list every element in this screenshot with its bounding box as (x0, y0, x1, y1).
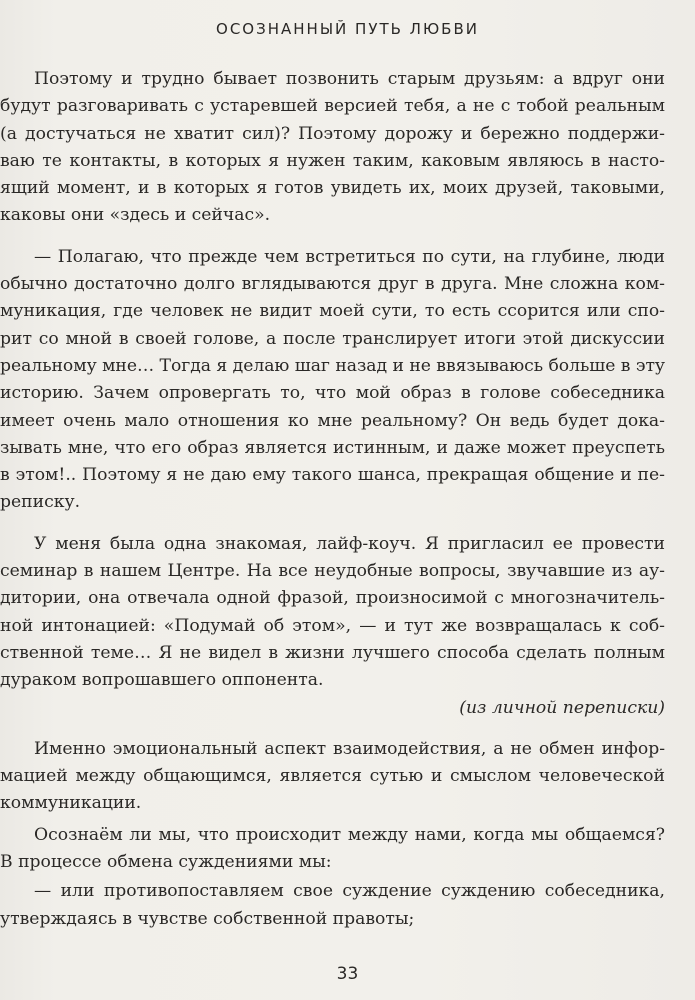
text-line: В процессе обмена суждениями мы: (0, 852, 332, 873)
text-line: Именно эмоциональный аспект взаимодействия, а не обмен инфор- (34, 738, 665, 759)
text-line: — или противопоставляем свое суждение суждению собеседника, (34, 881, 665, 902)
text-line: ственной теме… Я не видел в жизни лучшего способа сделать полным (0, 642, 665, 663)
text-line: ной интонацией: «Подумай об этом», — и тут же возвращалась к соб- (0, 615, 665, 636)
text-line: каковы они «здесь и сейчас». (0, 205, 271, 226)
text-line: утверждаясь в чувстве собственной правоты; (0, 908, 415, 929)
text-line: обычно достаточно долго вглядываются друг в друга. Мне сложна ком- (0, 274, 665, 295)
text-line: Поэтому и трудно бывает позвонить старым друзьям: а вдруг они (34, 69, 665, 89)
text-line: (а достучаться не хватит сил)? Поэтому дорожу и бережно поддержи- (0, 123, 665, 144)
body-text (0, 66, 665, 933)
text-line: — Полагаю, что прежде чем встретиться по сути, на глубине, люди (34, 246, 665, 267)
text-line: реальному мне… Тогда я делаю шаг назад и не ввязываюсь больше в эту (0, 355, 665, 376)
paragraph-1 (0, 66, 665, 230)
text-line: дитории, она отвечала одной фразой, произносимой с многозначитель- (0, 588, 665, 609)
text-line: ящий момент, и в которых я готов увидеть их, моих друзей, таковыми, (0, 178, 665, 199)
text-line: коммуникации. (0, 793, 142, 814)
text-line: дураком вопрошавшего оппонента. (0, 670, 324, 691)
text-line: рит со мной в своей голове, а после транслирует итоги этой дискуссии (0, 328, 665, 349)
text-line: будут разговаривать с устаревшей версией тебя, а не с тобой реальным (0, 96, 665, 117)
text-line: историю. Зачем опровергать то, что мой образ в голове собеседника (0, 383, 665, 404)
paragraph-6 (0, 878, 665, 933)
text-line: семинар в нашем Центре. На все неудобные вопросы, звучавшие из ау- (0, 561, 665, 582)
source-attribution: (из личной переписки) (459, 697, 665, 718)
text-line: Осознаём ли мы, что происходит между нами, когда мы общаемся? (34, 824, 665, 845)
text-line: имеет очень мало отношения ко мне реальному? Он ведь будет дока- (0, 410, 665, 431)
text-line: ваю те контакты, в которых я нужен таким, каковым являюсь в насто- (0, 150, 665, 171)
text-line: зывать мне, что его образ является истинным, и даже может преуспеть (0, 437, 665, 458)
text-line: в этом!.. Поэтому я не даю ему такого шанса, прекращая общение и пе- (0, 465, 665, 486)
text-line: У меня была одна знакомая, лайф-коуч. Я пригласил ее провести (34, 533, 665, 554)
text-line: реписку. (0, 492, 81, 513)
running-title: ОСОЗНАННЫЙ ПУТЬ ЛЮБВИ (216, 20, 479, 38)
paragraph-4 (0, 736, 665, 818)
paragraph-5 (0, 822, 665, 877)
page-number: 33 (336, 964, 359, 984)
paragraph-3 (0, 531, 665, 695)
text-line: мацией между общающимся, является сутью и смыслом человеческой (0, 766, 665, 787)
paragraph-2 (0, 244, 665, 517)
text-line: муникация, где человек не видит моей сути, то есть ссорится или спо- (0, 301, 665, 322)
